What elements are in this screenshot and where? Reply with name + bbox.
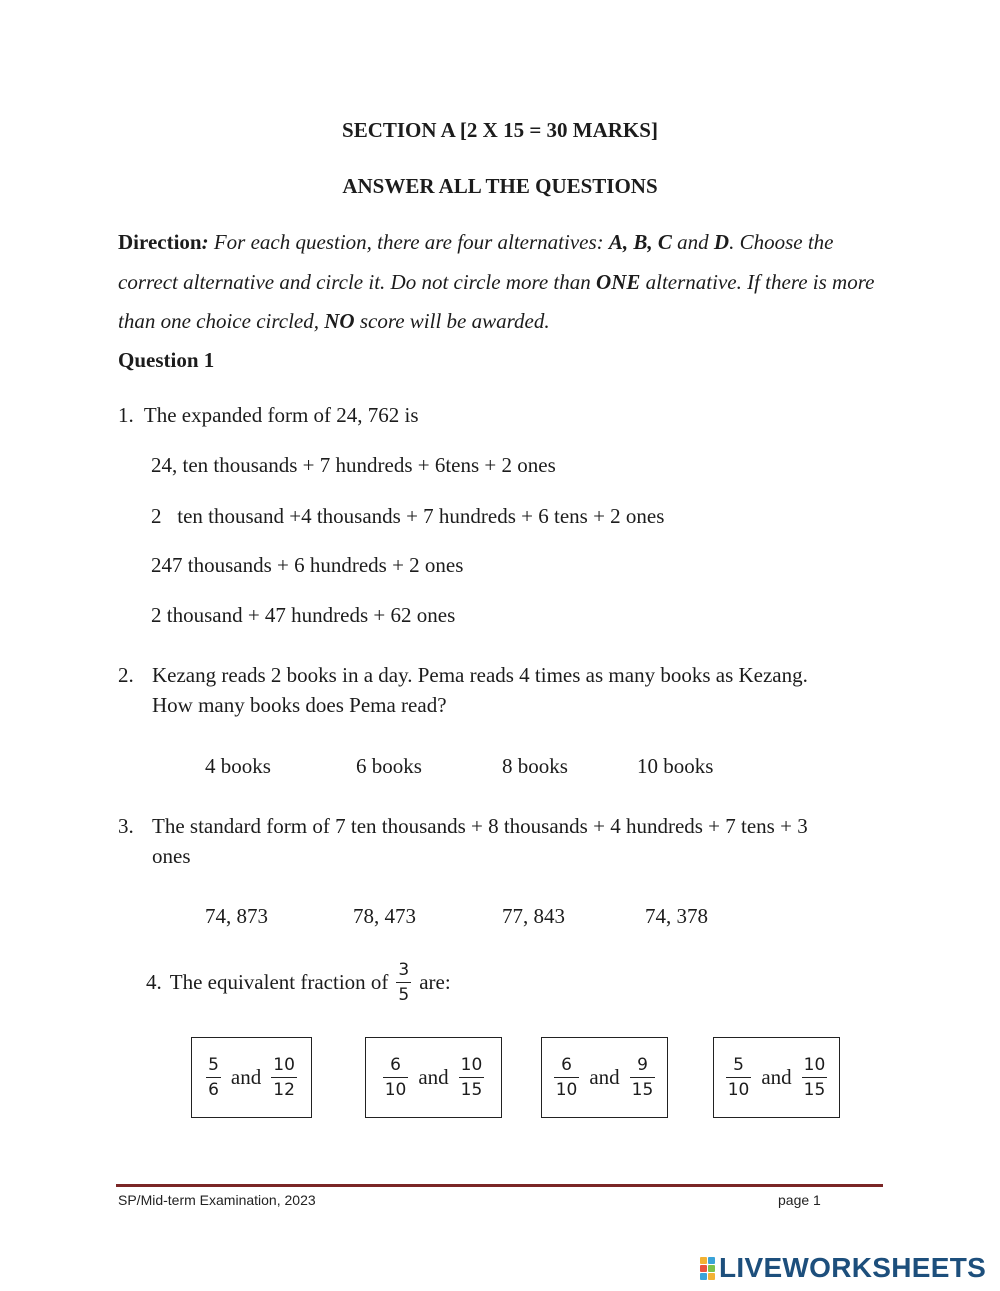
fraction-bar: [383, 1077, 409, 1078]
fraction-den: 10: [384, 1080, 407, 1100]
question-heading: Question 1: [118, 348, 215, 372]
q2-line-1: Kezang reads 2 books in a day. Pema reads 4 times as many books as Kezang.: [152, 663, 808, 687]
fraction: [459, 1055, 485, 1100]
fraction-den: 15: [460, 1080, 483, 1100]
fraction-num: 9: [637, 1055, 648, 1075]
q4-option-a[interactable]: [191, 1037, 312, 1118]
fraction-num: 10: [803, 1055, 826, 1075]
q3-option-b[interactable]: 78, 473: [353, 904, 416, 928]
fraction-den: 15: [803, 1080, 826, 1100]
q3-number: 3.: [118, 814, 134, 838]
fraction-den: 10: [727, 1080, 750, 1100]
and-label: and: [230, 1065, 262, 1089]
direction-abc: A, B, C: [608, 230, 672, 254]
direction-text-5: score will be awarded.: [354, 309, 550, 333]
direction-label: Direction: [118, 230, 202, 254]
footer-exam-label: SP/Mid-term Examination, 2023: [118, 1192, 316, 1208]
fraction-num: 5: [208, 1055, 219, 1075]
q4-number: 4.: [146, 970, 162, 994]
fraction: [271, 1055, 297, 1100]
fraction-bar: [554, 1077, 580, 1078]
q1-option-a[interactable]: 24, ten thousands + 7 hundreds + 6tens + 2 ones: [151, 453, 556, 477]
direction-text-3: . Choose the correct alternative and circle it. Do not circle more than: [118, 230, 834, 294]
direction-d: D: [713, 230, 730, 254]
direction-paragraph: [118, 223, 898, 342]
q1-option-c[interactable]: 247 thousands + 6 hundreds + 2 ones: [151, 553, 464, 577]
q3-option-a[interactable]: 74, 873: [205, 904, 268, 928]
fraction-bar: [726, 1077, 752, 1078]
direction-no: NO: [324, 309, 355, 333]
q4-prompt: [146, 960, 451, 1005]
fraction-num: 6: [561, 1055, 572, 1075]
q4-option-b[interactable]: [365, 1037, 502, 1118]
and-label: and: [418, 1065, 449, 1089]
q2-option-a[interactable]: 4 books: [205, 754, 271, 778]
q4-fraction: [396, 960, 411, 1005]
direction-text-4: alternative. If there is more than one choice circled,: [118, 269, 875, 333]
fraction-bar: [206, 1077, 221, 1078]
footer-page-number: page 1: [778, 1192, 821, 1208]
q4-text-before: The equivalent fraction of: [169, 970, 389, 994]
and-label: and: [761, 1065, 792, 1089]
footer-divider: [116, 1184, 883, 1187]
direction-colon: :: [201, 230, 209, 254]
q2-option-c[interactable]: 8 books: [502, 754, 568, 778]
fraction-den: 12: [273, 1080, 295, 1100]
q2-option-b[interactable]: 6 books: [356, 754, 422, 778]
fraction: [383, 1055, 409, 1100]
q3-line-1: The standard form of 7 ten thousands + 8 thousands + 4 hundreds + 7 tens + 3: [152, 814, 808, 838]
q3-option-d[interactable]: 74, 378: [645, 904, 708, 928]
q4-fraction-num: 3: [398, 960, 410, 980]
q4-fraction-den: 5: [398, 985, 410, 1005]
direction-text-1: For each question, there are four alternatives:: [208, 230, 609, 254]
q3-option-c[interactable]: 77, 843: [502, 904, 565, 928]
and-label: and: [589, 1065, 620, 1089]
q2-option-d[interactable]: 10 books: [637, 754, 714, 778]
q4-option-d[interactable]: [713, 1037, 840, 1118]
q4-text-after: are:: [419, 970, 451, 994]
fraction-den: 15: [631, 1080, 654, 1100]
q1-text: The expanded form of 24, 762 is: [143, 403, 419, 427]
liveworksheets-logo-icon: [700, 1257, 715, 1280]
fraction-den: 10: [555, 1080, 578, 1100]
liveworksheets-brand: [700, 1252, 986, 1284]
section-title: SECTION A [2 X 15 = 30 MARKS]: [342, 118, 658, 142]
fraction-num: 10: [273, 1055, 295, 1075]
q2-line-2: How many books does Pema read?: [152, 693, 447, 717]
instruction-heading: ANSWER ALL THE QUESTIONS: [342, 174, 658, 198]
direction-text-2: and: [671, 230, 714, 254]
fraction: [206, 1055, 221, 1100]
direction-one: ONE: [596, 269, 641, 294]
brand-name: LIVEWORKSHEETS: [719, 1252, 987, 1283]
q2-number: 2.: [118, 663, 134, 687]
fraction-bar: [271, 1077, 297, 1078]
q1-number: 1.: [118, 403, 134, 427]
fraction: [554, 1055, 580, 1100]
fraction: [630, 1055, 656, 1100]
fraction-bar: [396, 982, 411, 983]
fraction: [726, 1055, 752, 1100]
fraction-num: 6: [390, 1055, 401, 1075]
fraction-bar: [802, 1077, 828, 1078]
q1-option-b[interactable]: 2 ten thousand +4 thousands + 7 hundreds + 6 tens + 2 ones: [151, 504, 665, 528]
fraction-den: 6: [208, 1080, 219, 1100]
fraction-bar: [630, 1077, 656, 1078]
fraction-num: 10: [460, 1055, 483, 1075]
q1-option-d[interactable]: 2 thousand + 47 hundreds + 62 ones: [151, 603, 456, 627]
q3-line-2: ones: [152, 844, 191, 868]
q4-option-c[interactable]: [541, 1037, 668, 1118]
fraction-bar: [459, 1077, 485, 1078]
fraction-num: 5: [733, 1055, 744, 1075]
fraction: [802, 1055, 828, 1100]
q1-prompt: [118, 403, 419, 428]
